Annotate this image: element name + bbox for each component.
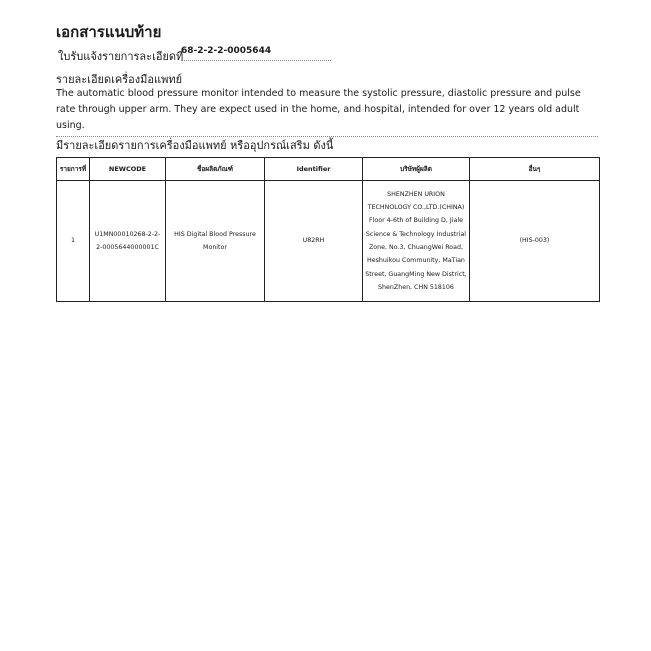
- header-newcode: NEWCODE: [90, 158, 166, 181]
- header-item-no: รายการที่: [57, 158, 90, 181]
- table-header-row: [57, 158, 600, 181]
- cell-newcode: U1MN00010268-2-2-2-0005644000001C: [90, 181, 166, 302]
- device-description: The automatic blood pressure monitor intended to measure the systolic pressure, diastolic pressure and pulse rate through upper arm. They are expect used in the home, and hospital, intended for over 12 years old adult using.: [56, 86, 598, 137]
- cell-identifier: U82RH: [265, 181, 363, 302]
- reference-label: ใบรับแจ้งรายการละเอียดที่: [58, 50, 184, 63]
- item-list-label: มีรายละเอียดรายการเครื่องมือแพทย์ หรืออุปกรณ์เสริม ดังนี้: [56, 139, 334, 152]
- header-manufacturer: บริษัทผู้ผลิต: [363, 158, 470, 181]
- header-product-name: ชื่อผลิตภัณฑ์: [166, 158, 265, 181]
- cell-item-no: 1: [57, 181, 90, 302]
- header-other: อื่นๆ: [470, 158, 600, 181]
- document-title: เอกสารแนบท้าย: [56, 23, 162, 41]
- cell-other: (HIS-003): [470, 181, 600, 302]
- header-identifier: Identifier: [265, 158, 363, 181]
- cell-product-name: HIS Digital Blood Pressure Monitor: [166, 181, 265, 302]
- device-detail-label: รายละเอียดเครื่องมือแพทย์: [56, 73, 183, 86]
- device-items-table: [56, 157, 600, 302]
- cell-manufacturer: SHENZHEN URION TECHNOLOGY CO.,LTD.(CHINA) Floor 4-6th of Building D, Jiale Science & Technology Industrial Zone, No.3, ChuangWei Road, Heshuikou Community, MaTian Street, GuangMing New District, ShenZhen, CHN 518106: [363, 181, 470, 302]
- reference-number: 68-2-2-2-0005644: [181, 46, 331, 61]
- table-row: [57, 181, 600, 302]
